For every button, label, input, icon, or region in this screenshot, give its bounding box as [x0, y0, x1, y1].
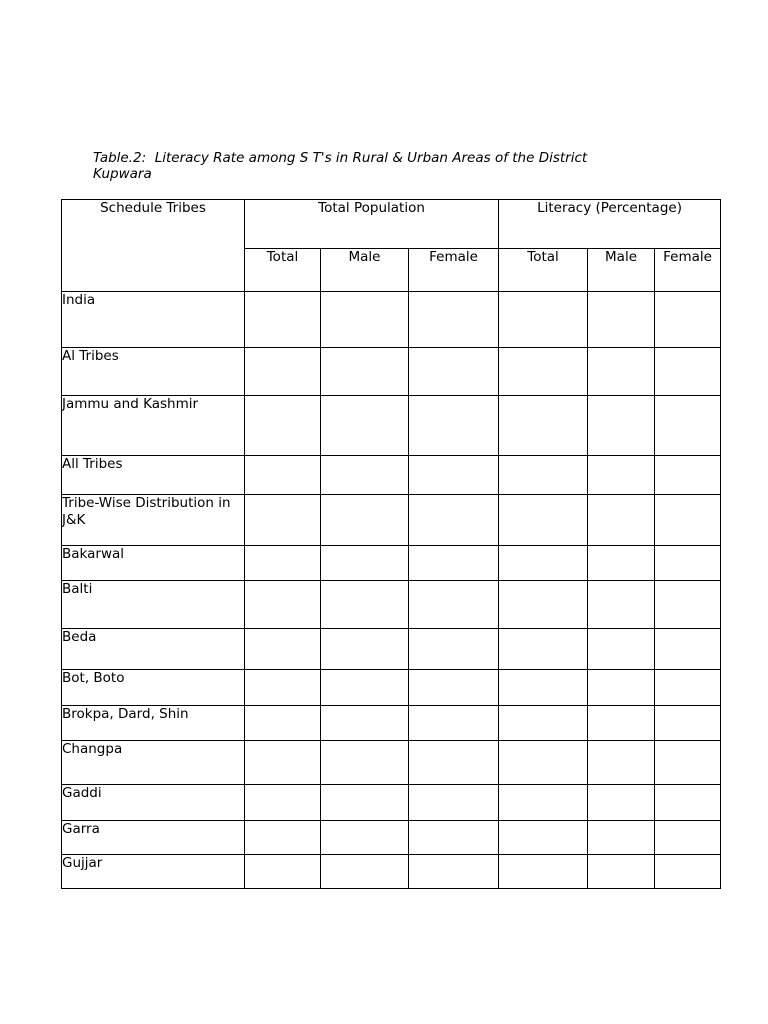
cell-population-male	[321, 785, 409, 821]
cell-literacy-total	[499, 706, 588, 741]
table-row	[62, 348, 721, 396]
row-label: Tribe-Wise Distribution in J&K	[62, 495, 245, 546]
cell-population-total	[245, 855, 321, 889]
cell-population-male	[321, 670, 409, 706]
cell-population-female	[409, 292, 499, 348]
cell-literacy-total	[499, 396, 588, 456]
row-label: All Tribes	[62, 456, 245, 495]
cell-literacy-male	[588, 348, 655, 396]
table-row	[62, 821, 721, 855]
cell-population-total	[245, 581, 321, 629]
cell-literacy-total	[499, 670, 588, 706]
cell-literacy-total	[499, 581, 588, 629]
cell-population-total	[245, 292, 321, 348]
cell-population-total	[245, 706, 321, 741]
cell-literacy-female	[655, 348, 721, 396]
cell-population-male	[321, 348, 409, 396]
cell-population-male	[321, 581, 409, 629]
cell-literacy-total	[499, 292, 588, 348]
cell-population-total	[245, 785, 321, 821]
cell-literacy-male	[588, 785, 655, 821]
cell-population-female	[409, 741, 499, 785]
table-row	[62, 629, 721, 670]
row-label: Garra	[62, 821, 245, 855]
row-label: Brokpa, Dard, Shin	[62, 706, 245, 741]
cell-population-male	[321, 292, 409, 348]
cell-population-female	[409, 495, 499, 546]
cell-literacy-female	[655, 670, 721, 706]
cell-literacy-total	[499, 495, 588, 546]
subheader-population-female: Female	[409, 249, 499, 292]
subheader-literacy-male: Male	[588, 249, 655, 292]
table-row	[62, 546, 721, 581]
cell-population-female	[409, 546, 499, 581]
row-label: Gaddi	[62, 785, 245, 821]
table-row	[62, 581, 721, 629]
cell-population-male	[321, 495, 409, 546]
cell-population-male	[321, 741, 409, 785]
cell-population-female	[409, 581, 499, 629]
cell-population-female	[409, 396, 499, 456]
cell-literacy-male	[588, 396, 655, 456]
row-label: Gujjar	[62, 855, 245, 889]
table-row	[62, 741, 721, 785]
row-label: Bakarwal	[62, 546, 245, 581]
cell-literacy-male	[588, 581, 655, 629]
cell-literacy-female	[655, 855, 721, 889]
cell-literacy-total	[499, 821, 588, 855]
cell-population-total	[245, 741, 321, 785]
header-literacy-percentage: Literacy (Percentage)	[499, 200, 721, 249]
cell-population-total	[245, 495, 321, 546]
cell-population-female	[409, 670, 499, 706]
cell-population-total	[245, 629, 321, 670]
header-schedule-tribes: Schedule Tribes	[62, 200, 245, 292]
cell-literacy-male	[588, 706, 655, 741]
cell-population-male	[321, 456, 409, 495]
cell-population-total	[245, 348, 321, 396]
cell-literacy-total	[499, 456, 588, 495]
cell-literacy-female	[655, 495, 721, 546]
cell-population-total	[245, 396, 321, 456]
cell-literacy-total	[499, 629, 588, 670]
cell-population-male	[321, 821, 409, 855]
cell-literacy-female	[655, 456, 721, 495]
row-label: Bot, Boto	[62, 670, 245, 706]
cell-population-total	[245, 546, 321, 581]
table-row	[62, 292, 721, 348]
cell-population-total	[245, 821, 321, 855]
cell-literacy-male	[588, 629, 655, 670]
subheader-literacy-female: Female	[655, 249, 721, 292]
table-row	[62, 670, 721, 706]
row-label: Balti	[62, 581, 245, 629]
cell-population-male	[321, 396, 409, 456]
cell-population-female	[409, 785, 499, 821]
cell-literacy-female	[655, 581, 721, 629]
cell-literacy-male	[588, 670, 655, 706]
table-row	[62, 855, 721, 889]
cell-literacy-total	[499, 855, 588, 889]
cell-literacy-male	[588, 495, 655, 546]
cell-population-male	[321, 546, 409, 581]
subheader-population-total: Total	[245, 249, 321, 292]
cell-population-male	[321, 855, 409, 889]
cell-population-male	[321, 706, 409, 741]
cell-literacy-total	[499, 785, 588, 821]
row-label: India	[62, 292, 245, 348]
table-row	[62, 495, 721, 546]
cell-literacy-female	[655, 785, 721, 821]
cell-literacy-female	[655, 821, 721, 855]
table-row	[62, 396, 721, 456]
cell-literacy-total	[499, 546, 588, 581]
cell-population-total	[245, 456, 321, 495]
cell-literacy-female	[655, 741, 721, 785]
cell-population-male	[321, 629, 409, 670]
cell-population-female	[409, 706, 499, 741]
cell-population-female	[409, 348, 499, 396]
table-row	[62, 706, 721, 741]
cell-literacy-male	[588, 292, 655, 348]
cell-literacy-female	[655, 292, 721, 348]
cell-literacy-female	[655, 706, 721, 741]
cell-literacy-total	[499, 741, 588, 785]
row-label: Beda	[62, 629, 245, 670]
cell-literacy-total	[499, 348, 588, 396]
subheader-literacy-total: Total	[499, 249, 588, 292]
cell-literacy-female	[655, 546, 721, 581]
cell-literacy-female	[655, 396, 721, 456]
table-row	[62, 456, 721, 495]
cell-population-female	[409, 821, 499, 855]
table-caption: Table.2: Literacy Rate among S T's in Rural & Urban Areas of the District Kupwara	[93, 150, 588, 182]
row-label: Jammu and Kashmir	[62, 396, 245, 456]
cell-literacy-male	[588, 821, 655, 855]
cell-literacy-male	[588, 456, 655, 495]
cell-population-female	[409, 629, 499, 670]
cell-literacy-male	[588, 855, 655, 889]
cell-literacy-male	[588, 546, 655, 581]
cell-literacy-male	[588, 741, 655, 785]
cell-population-total	[245, 670, 321, 706]
header-total-population: Total Population	[245, 200, 499, 249]
literacy-table	[61, 199, 721, 889]
table-row	[62, 785, 721, 821]
cell-population-female	[409, 855, 499, 889]
cell-literacy-female	[655, 629, 721, 670]
row-label: Changpa	[62, 741, 245, 785]
subheader-population-male: Male	[321, 249, 409, 292]
cell-population-female	[409, 456, 499, 495]
row-label: Al Tribes	[62, 348, 245, 396]
